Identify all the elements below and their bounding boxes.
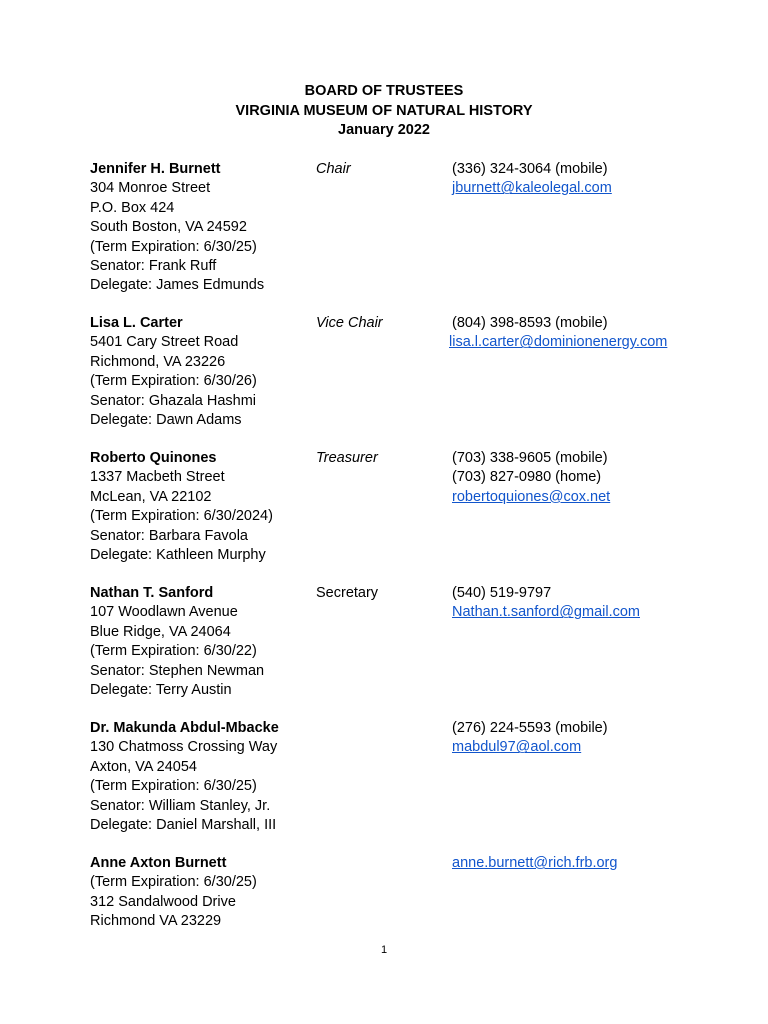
trustee-role: Secretary [316, 585, 379, 601]
trustee-detail-line: 5401 Cary Street Road [90, 334, 239, 351]
trustee-detail-line: (Term Expiration: 6/30/25) [90, 778, 257, 795]
header-date: January 2022 [338, 122, 430, 138]
trustee-name: Lisa L. Carter [90, 315, 183, 331]
trustee-address-block [90, 314, 320, 430]
trustee-email-link[interactable]: anne.burnett@rich.frb.org [452, 855, 618, 871]
trustee-detail-line: Richmond VA 23229 [90, 913, 222, 930]
trustee-detail-line: Delegate: Dawn Adams [90, 412, 242, 429]
trustee-detail-line: Blue Ridge, VA 24064 [90, 623, 231, 640]
trustee-detail-line: (Term Expiration: 6/30/25) [90, 874, 257, 891]
trustee-email-link[interactable]: jburnett@kaleolegal.com [452, 180, 612, 197]
trustee-phone: (804) 398-8593 (mobile) [452, 315, 608, 331]
trustee-phone: (336) 324-3064 (mobile) [452, 161, 608, 177]
document-header [0, 82, 768, 141]
trustee-phone: (540) 519-9797 [452, 585, 552, 601]
trustee-address-block [90, 160, 320, 296]
trustee-detail-line: Axton, VA 24054 [90, 758, 197, 775]
trustee-detail-line: 130 Chatmoss Crossing Way [90, 739, 278, 756]
trustee-detail-line: (Term Expiration: 6/30/26) [90, 373, 257, 390]
trustee-phone: (276) 224-5593 (mobile) [452, 720, 608, 736]
trustee-detail-line: Senator: Ghazala Hashmi [90, 392, 257, 409]
trustee-detail-line: (Term Expiration: 6/30/2024) [90, 508, 273, 525]
trustee-contact-block [452, 449, 742, 507]
trustee-detail-line: McLean, VA 22102 [90, 488, 212, 505]
trustee-email-link[interactable]: lisa.l.carter@dominionenergy.com [449, 334, 668, 351]
trustee-address-block [90, 449, 320, 565]
trustee-detail-line: 1337 Macbeth Street [90, 469, 225, 486]
trustee-detail-line: Senator: Barbara Favola [90, 527, 248, 544]
trustee-role: Chair [316, 161, 351, 177]
trustee-contact-block [452, 719, 742, 758]
trustee-detail-line: Senator: Stephen Newman [90, 662, 265, 679]
trustee-detail-line: (Term Expiration: 6/30/22) [90, 643, 257, 660]
trustee-email-link[interactable]: robertoquiones@cox.net [452, 488, 611, 505]
trustee-address-block [90, 854, 320, 932]
trustee-contact-block [452, 160, 742, 199]
trustee-name: Anne Axton Burnett [90, 855, 227, 871]
trustee-detail-line: Senator: Frank Ruff [90, 258, 217, 275]
trustee-name: Roberto Quinones [90, 450, 217, 466]
trustee-detail-line: Delegate: James Edmunds [90, 277, 265, 294]
trustee-phone-home: (703) 827-0980 (home) [452, 469, 602, 486]
trustee-detail-line: P.O. Box 424 [90, 199, 175, 216]
trustee-email-link[interactable]: Nathan.t.sanford@gmail.com [452, 604, 640, 621]
trustee-address-block [90, 584, 320, 700]
trustee-detail-line: Delegate: Daniel Marshall, III [90, 817, 277, 834]
trustee-detail-line: 107 Woodlawn Avenue [90, 604, 238, 621]
trustee-detail-line: Richmond, VA 23226 [90, 353, 226, 370]
header-museum-name: VIRGINIA MUSEUM OF NATURAL HISTORY [235, 102, 533, 119]
trustee-address-block [90, 719, 320, 835]
trustee-contact-block [452, 854, 742, 873]
trustee-detail-line: Senator: William Stanley, Jr. [90, 797, 271, 814]
trustee-detail-line: Delegate: Terry Austin [90, 682, 232, 699]
trustee-role: Treasurer [316, 450, 378, 466]
trustee-contact-block [452, 584, 742, 623]
trustee-detail-line: 312 Sandalwood Drive [90, 893, 236, 910]
page-number: 1 [380, 944, 388, 956]
trustee-detail-line: Delegate: Kathleen Murphy [90, 547, 266, 564]
trustee-name: Dr. Makunda Abdul-Mbacke [90, 720, 279, 736]
header-board-title: BOARD OF TRUSTEES [304, 83, 464, 99]
trustee-detail-line: (Term Expiration: 6/30/25) [90, 238, 257, 255]
trustee-role: Vice Chair [316, 315, 383, 331]
trustee-email-link[interactable]: mabdul97@aol.com [452, 739, 582, 756]
trustee-name: Nathan T. Sanford [90, 585, 214, 601]
trustee-detail-line: 304 Monroe Street [90, 180, 211, 197]
trustee-name: Jennifer H. Burnett [90, 161, 221, 177]
trustee-detail-line: South Boston, VA 24592 [90, 219, 247, 236]
trustee-phone-mobile: (703) 338-9605 (mobile) [452, 450, 608, 466]
trustee-contact-block [449, 314, 742, 353]
